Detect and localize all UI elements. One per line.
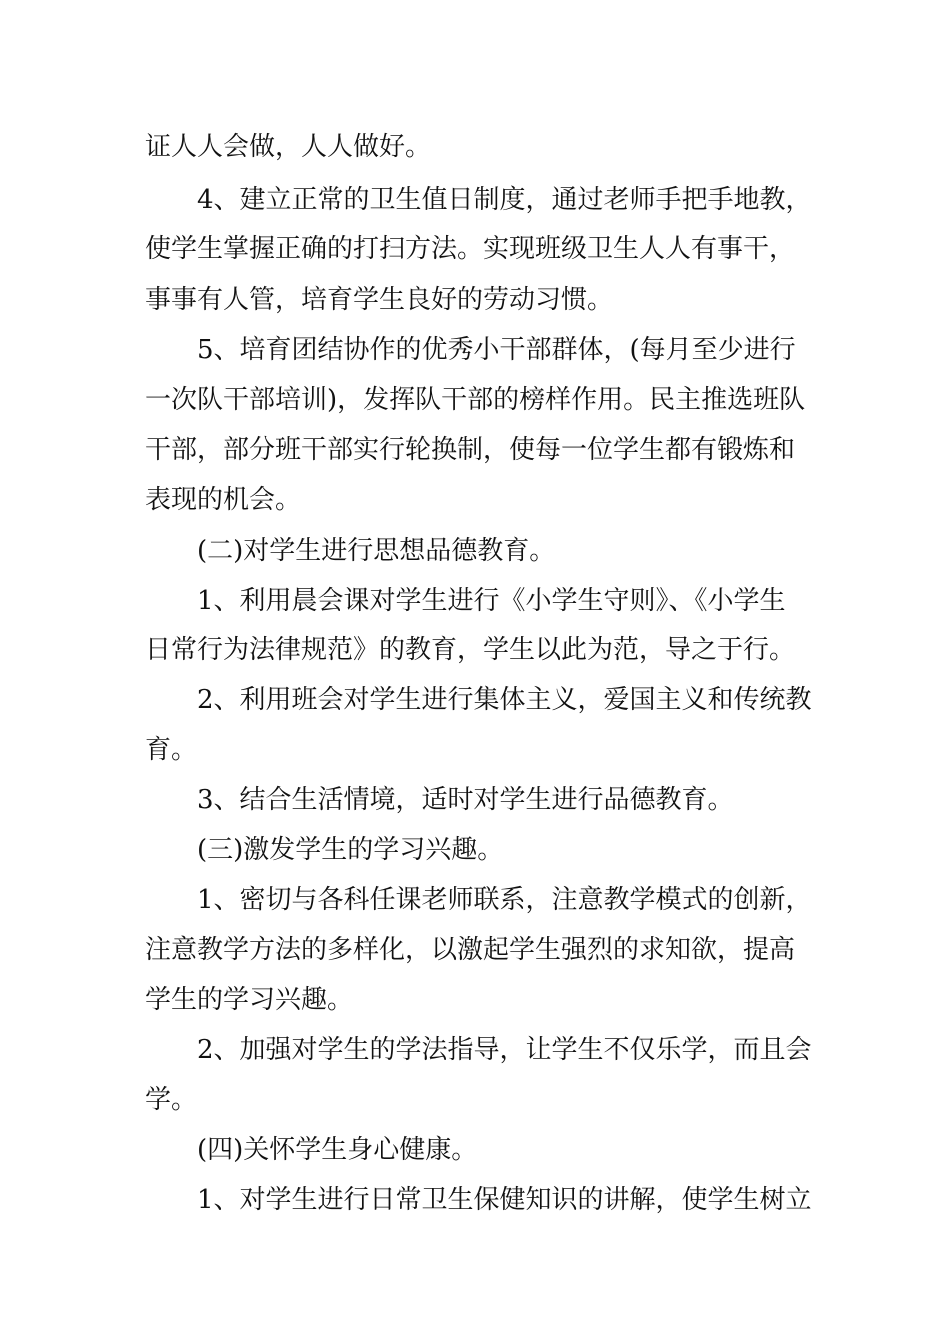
text-line: 4、建立正常的卫生值日制度，通过老师手把手地教， — [197, 185, 812, 215]
text-line: 1、利用晨会课对学生进行《小学生守则》、《小学生 — [197, 586, 786, 616]
text-line: 5、培育团结协作的优秀小干部群体，(每月至少进行 — [197, 335, 796, 365]
section-heading: (四)关怀学生身心健康。 — [197, 1135, 478, 1165]
text-line: 事事有人管，培育学生良好的劳动习惯。 — [145, 285, 614, 315]
text-line: 表现的机会。 — [145, 485, 302, 515]
text-line: 1、对学生进行日常卫生保健知识的讲解，使学生树立 — [197, 1185, 812, 1215]
text-line: 学。 — [145, 1085, 198, 1115]
text-line: 注意教学方法的多样化，以激起学生强烈的求知欲，提高 — [145, 935, 796, 965]
text-line: 学生的学习兴趣。 — [145, 985, 354, 1015]
text-line: 日常行为法律规范》的教育，学生以此为范，导之于行。 — [145, 635, 796, 665]
text-line: 育。 — [145, 735, 198, 765]
text-line: 2、利用班会对学生进行集体主义，爱国主义和传统教 — [197, 685, 812, 715]
text-line: 3、结合生活情境，适时对学生进行品德教育。 — [197, 785, 734, 815]
text-line: 一次队干部培训)，发挥队干部的榜样作用。民主推选班队 — [145, 385, 806, 415]
text-line: 证人人会做，人人做好。 — [145, 132, 432, 162]
section-heading: (二)对学生进行思想品德教育。 — [197, 536, 556, 566]
text-line: 1、密切与各科任课老师联系，注意教学模式的创新， — [197, 885, 812, 915]
text-line: 使学生掌握正确的打扫方法。实现班级卫生人人有事干， — [145, 234, 796, 264]
section-heading: (三)激发学生的学习兴趣。 — [197, 835, 504, 865]
text-line: 2、加强对学生的学法指导，让学生不仅乐学，而且会 — [197, 1035, 812, 1065]
text-line: 干部，部分班干部实行轮换制，使每一位学生都有锻炼和 — [145, 435, 796, 465]
